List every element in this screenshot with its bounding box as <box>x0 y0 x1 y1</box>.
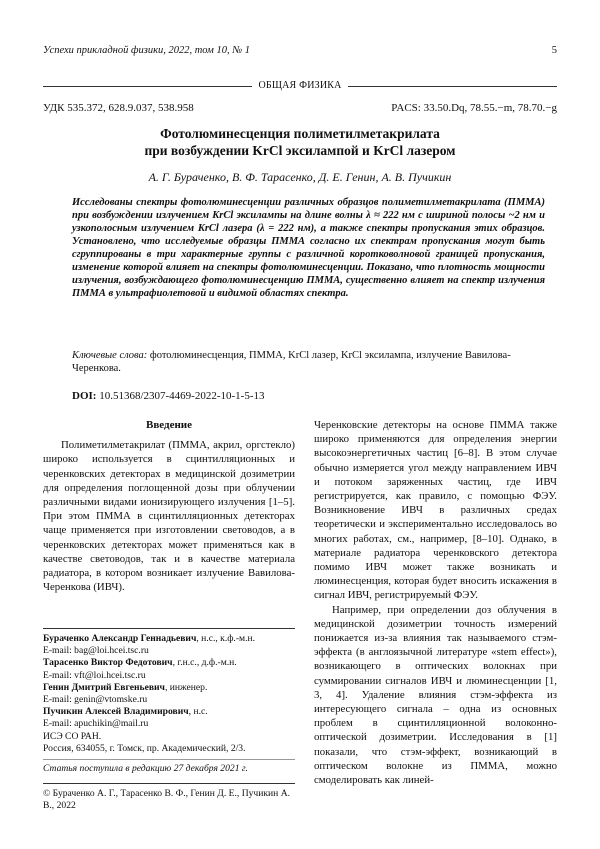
article-page <box>0 0 600 849</box>
section-rule <box>43 80 557 92</box>
author-entry <box>43 657 295 669</box>
author-name: Бураченко Александр Геннадьевич <box>43 633 196 644</box>
copyright: © Бураченко А. Г., Тарасенко В. Ф., Генин Д. Е., Пучикин А. В., 2022 <box>43 783 295 812</box>
keywords-text: фотолюминесценция, ПММА, KrCl лазер, KrCl эксилампа, излучение Вавилова-Черенкова. <box>72 350 511 374</box>
right-paragraph-1: Черенковские детекторы на основе ПММА также широко применяются для определения энергии высокоэнергетичных частиц [6–8]. В этом случае обычно измеряется угол между направлением ИВЧ и потоком заряженных частиц, где ИВЧ регистрируется, как правило, с помощью ФЭУ. Возникновение ИВЧ в различных средах теоретически и экспериментально исследовалось во многих работах, см., например, [8–10]. Однако, в материале радиатора черенковского детектора помимо ИВЧ может также возникать и люминесценция, которая будет вносить искажения в сигнал ИВЧ, регистрируемый ФЭУ. <box>314 418 557 603</box>
received-date: Статья поступила в редакцию 27 декабря 2021 г. <box>43 759 295 775</box>
left-paragraph: Полиметилметакрилат (ПММА, акрил, оргстекло) широко используется в сцинтилляционных и черенковских детекторах в медицинской дозиметрии для определения поглощенной дозы при облучении различными видами ионизирующего излучения [1–5]. При этом ПММА в сцинтилляционных детекторах чаще применяется при изготовлении световодов, а в черенковских детекторах может применяться как в качестве световодов, так и в качестве материала радиатора, в котором возникает излучение Вавилова-Черенкова (ИВЧ). <box>43 438 295 594</box>
author-entry <box>43 706 295 718</box>
author-role: , н.с. <box>189 706 208 717</box>
right-paragraph-2: Например, при определении доз облучения в медицинской дозиметрии точность измерений понижается из-за влияния так называемого стэм-эффекта (в англоязычной литературе «stem effect»), возникающего в оптических волокнах при суммировании сигналов ИВЧ и люминесценции [1, 3, 4]. Удаление влияния стэм-эффекта из интересующего сигнала – одна из основных проблем в сцинтилляционной волоконно-оптической дозиметрии. Исследования в [1] показали, что стэм-эффект, возникающий в оптическом волокне из ПММА, можно смоделировать как линей- <box>314 603 557 788</box>
doi[interactable] <box>72 390 265 402</box>
keywords <box>72 349 545 375</box>
page-number: 5 <box>552 45 557 56</box>
address: Россия, 634055, г. Томск, пр. Академический, 2/3. <box>43 743 295 755</box>
udc-code: УДК 535.372, 628.9.037, 538.958 <box>43 102 194 114</box>
pacs-code: PACS: 33.50.Dq, 78.55.−m, 78.70.−g <box>391 102 557 114</box>
author-entry <box>43 682 295 694</box>
author-email[interactable]: E-mail: apuchikin@mail.ru <box>43 718 295 730</box>
author-entry <box>43 633 295 645</box>
abstract: Исследованы спектры фотолюминесценции различных образцов полиметилметакрилата (ПММА) при возбуждении излучением KrCl эксилампы на длине волны λ ≈ 222 нм с шириной полосы ~2 нм и узкополосным излучением KrCl лазера (λ = 222 нм), а также спектры пропускания этих образцов. Установлено, что исследуемые образцы ПММА согласно их спектрам пропускания могут быть сгруппированы в три характерные группы с различной коротковолновой границей пропускания, изменение которой влияет на спектры фотолюминесценции. Показано, что плотность мощности излучения, возбуждающего фотолюминесценцию ПММА, существенно влияет на спектр излучения ПММА в ультрафиолетовой и видимой областях спектра. <box>72 196 545 300</box>
author-role: , инженер. <box>165 682 207 693</box>
author-name: Тарасенко Виктор Федотович <box>43 657 173 668</box>
author-info <box>43 628 295 813</box>
doi-value[interactable]: 10.51368/2307-4469-2022-10-1-5-13 <box>99 390 264 402</box>
right-column <box>314 418 557 787</box>
author-name: Генин Дмитрий Евгеньевич <box>43 682 165 693</box>
running-header <box>43 45 557 56</box>
article-title <box>43 125 557 159</box>
doi-label: DOI: <box>72 390 96 402</box>
author-role: , н.с., к.ф.-м.н. <box>196 633 255 644</box>
intro-heading: Введение <box>43 418 295 432</box>
author-name: Пучикин Алексей Владимирович <box>43 706 189 717</box>
title-line-1: Фотолюминесценция полиметилметакрилата <box>43 125 557 142</box>
author-email[interactable]: E-mail: vft@loi.hcei.tsc.ru <box>43 670 295 682</box>
author-role: , г.н.с., д.ф.-м.н. <box>173 657 237 668</box>
author-email[interactable]: E-mail: bag@loi.hcei.tsc.ru <box>43 645 295 657</box>
title-line-2: при возбуждении KrCl эксилампой и KrCl лазером <box>43 142 557 159</box>
institution: ИСЭ СО РАН. <box>43 731 295 743</box>
author-email[interactable]: E-mail: genin@vtomske.ru <box>43 694 295 706</box>
author-list: А. Г. Бураченко, В. Ф. Тарасенко, Д. Е. Генин, А. В. Пучикин <box>43 170 557 185</box>
left-column <box>43 418 295 594</box>
keywords-label: Ключевые слова: <box>72 350 147 361</box>
journal-reference: Успехи прикладной физики, 2022, том 10, № 1 <box>43 45 250 56</box>
section-label: ОБЩАЯ ФИЗИКА <box>252 80 347 91</box>
